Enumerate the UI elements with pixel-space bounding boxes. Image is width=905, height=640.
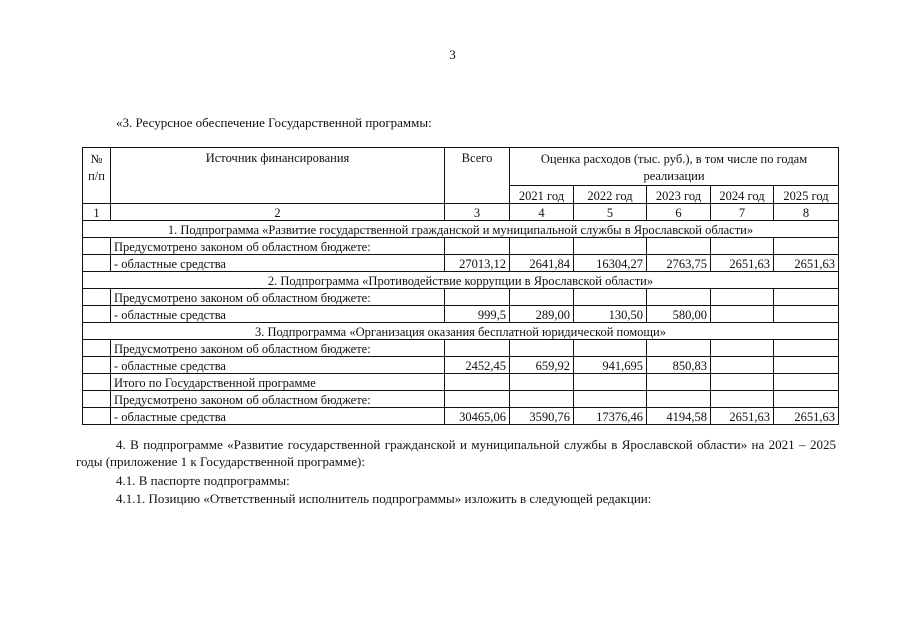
row-label: Предусмотрено законом об областном бюджете: bbox=[111, 391, 445, 408]
column-number: 2 bbox=[111, 204, 445, 221]
row-number-cell bbox=[83, 374, 111, 391]
table-row bbox=[83, 374, 839, 391]
value-cell bbox=[574, 391, 647, 408]
value-cell: 2452,45 bbox=[445, 357, 510, 374]
header-source: Источник финансирования bbox=[111, 148, 445, 204]
value-cell: 130,50 bbox=[574, 306, 647, 323]
value-cell bbox=[711, 306, 774, 323]
header-num: № п/п bbox=[83, 148, 111, 204]
value-cell bbox=[445, 238, 510, 255]
value-cell: 30465,06 bbox=[445, 408, 510, 425]
row-number-cell bbox=[83, 238, 111, 255]
column-number: 8 bbox=[774, 204, 839, 221]
row-number-cell bbox=[83, 255, 111, 272]
value-cell bbox=[774, 238, 839, 255]
value-cell: 27013,12 bbox=[445, 255, 510, 272]
row-label: - областные средства bbox=[111, 306, 445, 323]
value-cell: 580,00 bbox=[647, 306, 711, 323]
value-cell bbox=[647, 340, 711, 357]
row-number-cell bbox=[83, 408, 111, 425]
value-cell bbox=[774, 357, 839, 374]
table-row bbox=[83, 306, 839, 323]
value-cell bbox=[647, 374, 711, 391]
subprogram-title-row bbox=[83, 272, 839, 289]
value-cell: 2651,63 bbox=[774, 255, 839, 272]
value-cell bbox=[510, 289, 574, 306]
table-row bbox=[83, 238, 839, 255]
value-cell bbox=[445, 340, 510, 357]
column-number: 7 bbox=[711, 204, 774, 221]
value-cell bbox=[711, 238, 774, 255]
value-cell: 16304,27 bbox=[574, 255, 647, 272]
row-label: - областные средства bbox=[111, 357, 445, 374]
value-cell bbox=[445, 391, 510, 408]
value-cell bbox=[574, 374, 647, 391]
value-cell: 4194,58 bbox=[647, 408, 711, 425]
paragraph-passport: 4.1. В паспорте подпрограммы: bbox=[116, 473, 290, 488]
row-label: Предусмотрено законом об областном бюджете: bbox=[111, 238, 445, 255]
table-row bbox=[83, 289, 839, 306]
resources-table bbox=[82, 147, 839, 425]
header-year: 2024 год bbox=[711, 186, 774, 204]
value-cell bbox=[774, 289, 839, 306]
value-cell bbox=[510, 340, 574, 357]
value-cell bbox=[574, 289, 647, 306]
header-total: Всего bbox=[445, 148, 510, 204]
paragraph-position: 4.1.1. Позицию «Ответственный исполнитель подпрограммы» изложить в следующей редакции: bbox=[116, 491, 652, 506]
table-row bbox=[83, 255, 839, 272]
value-cell bbox=[647, 238, 711, 255]
value-cell: 2651,63 bbox=[711, 255, 774, 272]
value-cell bbox=[711, 374, 774, 391]
column-number: 5 bbox=[574, 204, 647, 221]
subprogram-title-row bbox=[83, 221, 839, 238]
column-number: 1 bbox=[83, 204, 111, 221]
value-cell bbox=[711, 289, 774, 306]
header-year: 2021 год bbox=[510, 186, 574, 204]
value-cell: 941,695 bbox=[574, 357, 647, 374]
table-body bbox=[83, 204, 839, 425]
row-number-cell bbox=[83, 340, 111, 357]
value-cell: 17376,46 bbox=[574, 408, 647, 425]
row-label: Итого по Государственной программе bbox=[111, 374, 445, 391]
subprogram-title: 1. Подпрограмма «Развитие государственной гражданской и муниципальной службы в Ярославской области» bbox=[83, 221, 839, 238]
value-cell: 3590,76 bbox=[510, 408, 574, 425]
row-label: - областные средства bbox=[111, 255, 445, 272]
row-number-cell bbox=[83, 289, 111, 306]
row-number-cell bbox=[83, 391, 111, 408]
value-cell: 850,83 bbox=[647, 357, 711, 374]
value-cell bbox=[510, 238, 574, 255]
value-cell: 2641,84 bbox=[510, 255, 574, 272]
subprogram-title: 2. Подпрограмма «Противодействие коррупции в Ярославской области» bbox=[83, 272, 839, 289]
row-label: Предусмотрено законом об областном бюджете: bbox=[111, 340, 445, 357]
value-cell bbox=[711, 340, 774, 357]
paragraph-subprogram-changes: 4. В подпрограмме «Развитие государственной гражданской и муниципальной службы в Ярославской области» на 2021 – 2025 годы (приложение 1 к Государственной программе): bbox=[76, 437, 836, 469]
value-cell bbox=[510, 391, 574, 408]
value-cell bbox=[774, 306, 839, 323]
value-cell bbox=[774, 391, 839, 408]
value-cell bbox=[711, 391, 774, 408]
row-label: Предусмотрено законом об областном бюджете: bbox=[111, 289, 445, 306]
value-cell bbox=[711, 357, 774, 374]
row-number-cell bbox=[83, 357, 111, 374]
value-cell: 289,00 bbox=[510, 306, 574, 323]
value-cell bbox=[647, 391, 711, 408]
value-cell bbox=[445, 289, 510, 306]
row-label: - областные средства bbox=[111, 408, 445, 425]
page-number: 3 bbox=[449, 47, 456, 62]
row-number-cell bbox=[83, 306, 111, 323]
value-cell bbox=[510, 374, 574, 391]
table-row bbox=[83, 408, 839, 425]
value-cell: 2651,63 bbox=[711, 408, 774, 425]
table-row bbox=[83, 391, 839, 408]
value-cell bbox=[774, 374, 839, 391]
value-cell: 2763,75 bbox=[647, 255, 711, 272]
table-row bbox=[83, 340, 839, 357]
value-cell bbox=[774, 340, 839, 357]
column-number: 6 bbox=[647, 204, 711, 221]
table-row bbox=[83, 357, 839, 374]
value-cell: 999,5 bbox=[445, 306, 510, 323]
value-cell bbox=[574, 340, 647, 357]
header-estimate: Оценка расходов (тыс. руб.), в том числе по годам реализации bbox=[510, 148, 839, 186]
value-cell bbox=[647, 289, 711, 306]
value-cell bbox=[445, 374, 510, 391]
header-year: 2025 год bbox=[774, 186, 839, 204]
value-cell: 2651,63 bbox=[774, 408, 839, 425]
column-number: 4 bbox=[510, 204, 574, 221]
value-cell bbox=[574, 238, 647, 255]
column-number-row bbox=[83, 204, 839, 221]
value-cell: 659,92 bbox=[510, 357, 574, 374]
subprogram-title-row bbox=[83, 323, 839, 340]
section-heading: «3. Ресурсное обеспечение Государственной программы: bbox=[116, 115, 432, 130]
header-year: 2023 год bbox=[647, 186, 711, 204]
column-number: 3 bbox=[445, 204, 510, 221]
header-year: 2022 год bbox=[574, 186, 647, 204]
subprogram-title: 3. Подпрограмма «Организация оказания бесплатной юридической помощи» bbox=[83, 323, 839, 340]
